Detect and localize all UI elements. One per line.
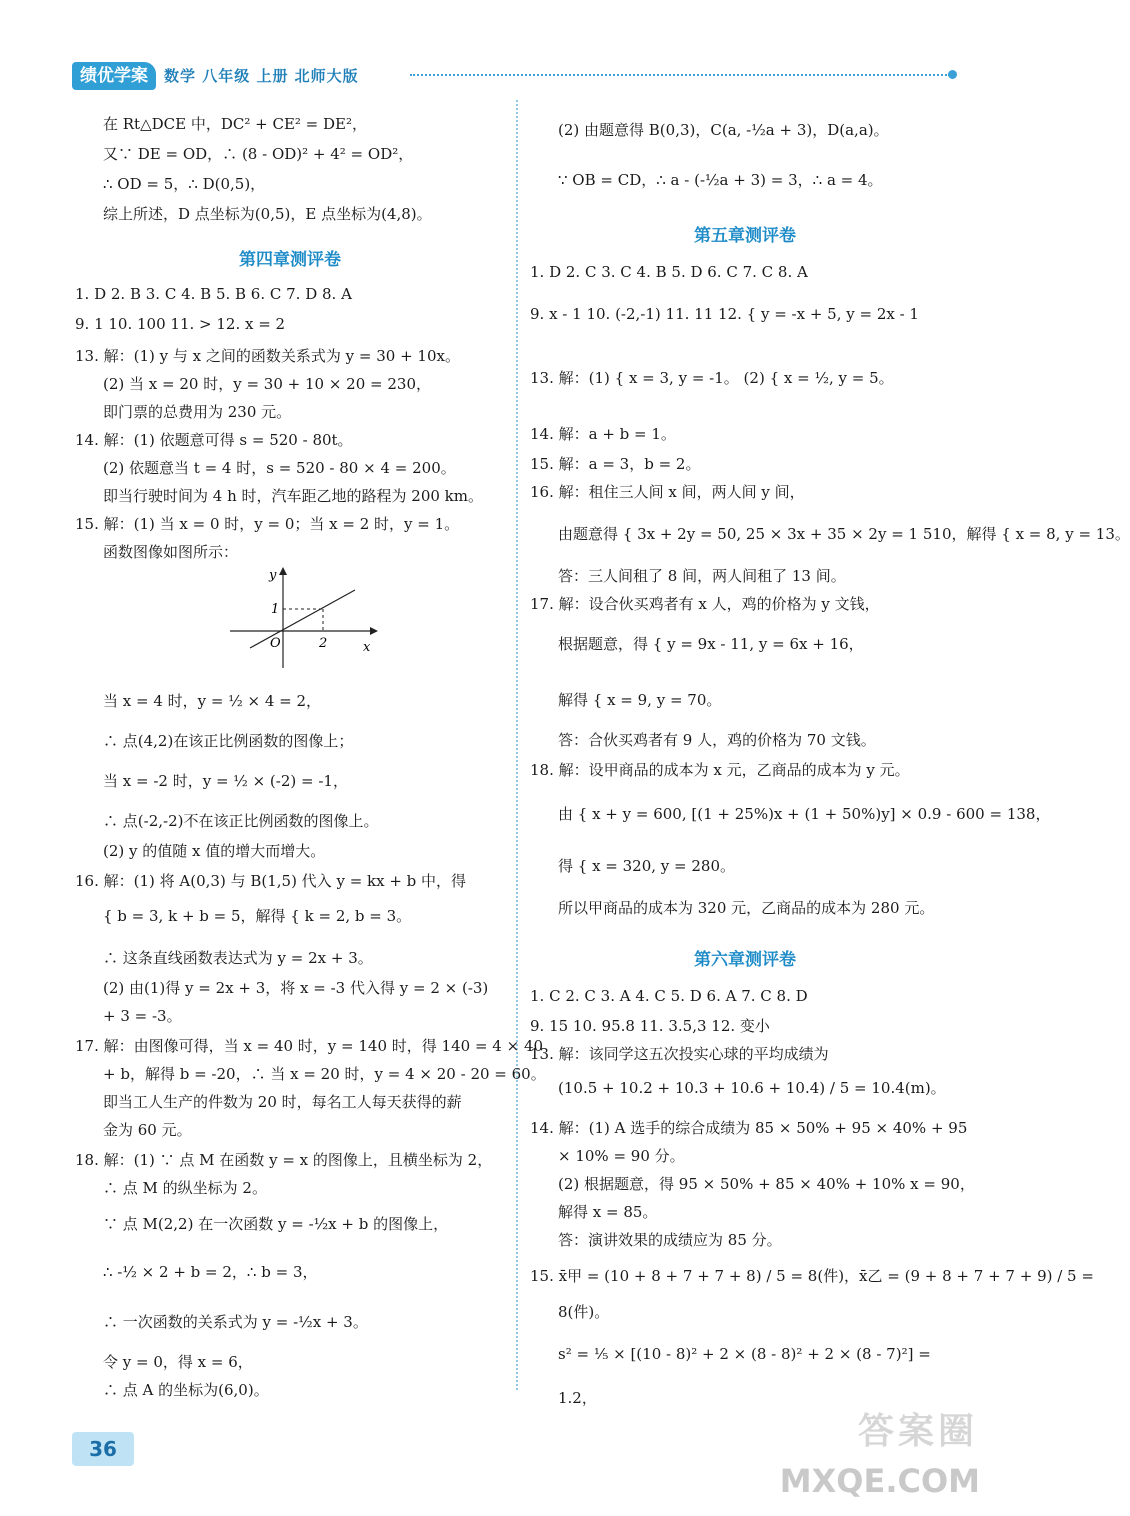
page-number: 36 xyxy=(72,1432,134,1466)
q13-line: 13. 解：(1) y 与 x 之间的函数关系式为 y = 30 + 10x。 xyxy=(75,347,460,365)
q18-line: 由 { x + y = 600, [(1 + 25%)x + (1 + 50%)y] × 0.9 - 600 = 138， xyxy=(558,805,1051,823)
answer-line: 9. x - 1 10. (-2,-1) 11. 11 12. { y = -x + 5, y = 2x - 1 xyxy=(530,305,919,323)
q14b-line: (2) 根据题意，得 95 × 50% + 85 × 40% + 10% x = 90， xyxy=(558,1175,975,1193)
section-title-ch6: 第六章测评卷 xyxy=(694,950,796,970)
header-dot xyxy=(948,70,957,79)
brand-logo: 绩优学案 xyxy=(72,62,156,90)
text-line: ∴ OD = 5，∴ D(0,5)， xyxy=(103,175,266,193)
section-title-ch4: 第四章测评卷 xyxy=(239,250,341,270)
q13-line: (2) 当 x = 20 时，y = 30 + 10 × 20 = 230， xyxy=(103,375,431,393)
q16-line: { b = 3, k + b = 5，解得 { k = 2, b = 3。 xyxy=(103,907,412,925)
q18-line: ∴ -½ × 2 + b = 2，∴ b = 3， xyxy=(103,1263,318,1281)
q15b-line: 1.2， xyxy=(558,1389,597,1407)
q18-line: 所以甲商品的成本为 320 元，乙商品的成本为 280 元。 xyxy=(558,899,935,917)
y-axis-label: y xyxy=(269,568,277,583)
q14-line: 即当行驶时间为 4 h 时，汽车距乙地的路程为 200 km。 xyxy=(103,487,483,505)
function-line xyxy=(250,590,355,648)
q15b-line: 8(件)。 xyxy=(558,1303,610,1321)
q14b-line: 14. 解：(1) A 选手的综合成绩为 85 × 50% + 95 × 40% + 95 xyxy=(530,1119,968,1137)
tick-label-1: 1 xyxy=(271,602,280,617)
column-divider xyxy=(516,100,518,1390)
q16-line: (2) 由(1)得 y = 2x + 3，将 x = -3 代入得 y = 2 × (-3) xyxy=(103,979,489,997)
q14b-line: × 10% = 90 分。 xyxy=(558,1147,685,1165)
text-line: (2) 由题意得 B(0,3)，C(a, -½a + 3)，D(a,a)。 xyxy=(558,121,889,139)
q13-line: 即门票的总费用为 230 元。 xyxy=(103,403,292,421)
q15b-line: 15. x̄甲 = (10 + 8 + 7 + 7 + 8) / 5 = 8(件)，x̄乙 = (9 + 8 + 7 + 7 + 9) / 5 = xyxy=(530,1267,1094,1285)
q15b-line: s² = ⅕ × [(10 - 8)² + 2 × (8 - 8)² + 2 × (8 - 7)²] = xyxy=(558,1345,931,1363)
watermark-cn: 答案圈 xyxy=(857,1411,978,1452)
q18-line: ∴ 一次函数的关系式为 y = -½x + 3。 xyxy=(103,1313,368,1331)
q18-line: 18. 解：设甲商品的成本为 x 元，乙商品的成本为 y 元。 xyxy=(530,761,910,779)
q13b-line: (10.5 + 10.2 + 10.3 + 10.6 + 10.4) / 5 = 10.4(m)。 xyxy=(558,1079,946,1097)
q14-line: (2) 依题意当 t = 4 时，s = 520 - 80 × 4 = 200。 xyxy=(103,459,456,477)
q18-line: ∴ 点 M 的纵坐标为 2。 xyxy=(103,1179,267,1197)
answer-line: 9. 15 10. 95.8 11. 3.5,3 12. 变小 xyxy=(530,1017,770,1035)
page-header xyxy=(72,62,960,92)
q14b-line: 答：演讲效果的成绩应为 85 分。 xyxy=(558,1231,782,1249)
answer-line: 1. C 2. C 3. A 4. C 5. D 6. A 7. C 8. D xyxy=(530,987,808,1005)
q18-line: 18. 解：(1) ∵ 点 M 在函数 y = x 的图像上，且横坐标为 2， xyxy=(75,1151,493,1169)
q17-line: 17. 解：由图像可得，当 x = 40 时，y = 140 时，得 140 = 4 × 40 xyxy=(75,1037,544,1055)
q17-line: 解得 { x = 9, y = 70。 xyxy=(558,691,722,709)
q15b-line: (2) y 的值随 x 值的增大而增大。 xyxy=(103,842,326,860)
q15-line: 函数图像如图所示： xyxy=(103,543,239,561)
text-line: 综上所述，D 点坐标为(0,5)，E 点坐标为(4,8)。 xyxy=(103,205,432,223)
answer-line: 9. 1 10. 100 11. > 12. x = 2 xyxy=(75,315,286,333)
x-axis-label: x xyxy=(363,640,371,655)
q15b-line: ∴ 点(4,2)在该正比例函数的图像上； xyxy=(103,732,354,750)
watermark: MXQE.COM xyxy=(779,1462,980,1500)
q16-line: 答：三人间租了 8 间，两人间租了 13 间。 xyxy=(558,567,846,585)
q17-line: 金为 60 元。 xyxy=(103,1121,192,1139)
book-subtitle: 数学 八年级 上册 北师大版 xyxy=(164,67,359,85)
q18-line: 令 y = 0，得 x = 6， xyxy=(103,1353,253,1371)
q15b-line: 当 x = -2 时，y = ½ × (-2) = -1， xyxy=(103,772,348,790)
q13-line: 13. 解：(1) { x = 3, y = -1。 (2) { x = ½, y = 5。 xyxy=(530,369,894,387)
answer-line: 1. D 2. B 3. C 4. B 5. B 6. C 7. D 8. A xyxy=(75,285,352,303)
q17-line: 17. 解：设合伙买鸡者有 x 人，鸡的价格为 y 文钱， xyxy=(530,595,880,613)
q15b-line: 当 x = 4 时，y = ½ × 4 = 2， xyxy=(103,692,322,710)
q15-line: 15. 解：(1) 当 x = 0 时，y = 0；当 x = 2 时，y = 1。 xyxy=(75,515,460,533)
q14b-line: 解得 x = 85。 xyxy=(558,1203,658,1221)
q18-line: ∴ 点 A 的坐标为(6,0)。 xyxy=(103,1381,269,1399)
q16-line: 16. 解：(1) 将 A(0,3) 与 B(1,5) 代入 y = kx + b 中，得 xyxy=(75,872,467,890)
section-title-ch5: 第五章测评卷 xyxy=(694,226,796,246)
q16-line: + 3 = -3。 xyxy=(103,1007,182,1025)
answer-line: 1. D 2. C 3. C 4. B 5. D 6. C 7. C 8. A xyxy=(530,263,808,281)
q14-line: 14. 解：a + b = 1。 xyxy=(530,425,676,443)
header-dotted-rule xyxy=(410,74,950,76)
tick-label-2: 2 xyxy=(319,636,328,651)
function-graph xyxy=(225,563,385,673)
x-axis-arrow xyxy=(370,627,378,635)
q15b-line: ∴ 点(-2,-2)不在该正比例函数的图像上。 xyxy=(103,812,379,830)
q17-line: 即当工人生产的件数为 20 时，每名工人每天获得的薪 xyxy=(103,1093,462,1111)
q18-line: 得 { x = 320, y = 280。 xyxy=(558,857,736,875)
text-line: ∵ OB = CD，∴ a - (-½a + 3) = 3，∴ a = 4。 xyxy=(558,171,883,189)
q17-line: + b，解得 b = -20，∴ 当 x = 20 时，y = 4 × 20 - 20 = 60。 xyxy=(103,1065,546,1083)
q15-line: 15. 解：a = 3，b = 2。 xyxy=(530,455,701,473)
q16-line: 由题意得 { 3x + 2y = 50, 25 × 3x + 35 × 2y = 1 510，解得 { x = 8, y = 13。 xyxy=(558,525,1130,543)
q18-line: ∵ 点 M(2,2) 在一次函数 y = -½x + b 的图像上， xyxy=(103,1215,449,1233)
q13b-line: 13. 解：该同学这五次投实心球的平均成绩为 xyxy=(530,1045,829,1063)
origin-label: O xyxy=(270,636,281,651)
y-axis-arrow xyxy=(279,567,287,575)
q16-line: 16. 解：租住三人间 x 间，两人间 y 间， xyxy=(530,483,805,501)
q17-line: 答：合伙买鸡者有 9 人，鸡的价格为 70 文钱。 xyxy=(558,731,876,749)
text-line: 又∵ DE = OD，∴ (8 - OD)² + 4² = OD²， xyxy=(103,145,414,163)
q16-line: ∴ 这条直线函数表达式为 y = 2x + 3。 xyxy=(103,949,373,967)
q14-line: 14. 解：(1) 依题意可得 s = 520 - 80t。 xyxy=(75,431,353,449)
text-line: 在 Rt△DCE 中，DC² + CE² = DE²， xyxy=(103,115,368,133)
q17-line: 根据题意，得 { y = 9x - 11, y = 6x + 16， xyxy=(558,635,864,653)
